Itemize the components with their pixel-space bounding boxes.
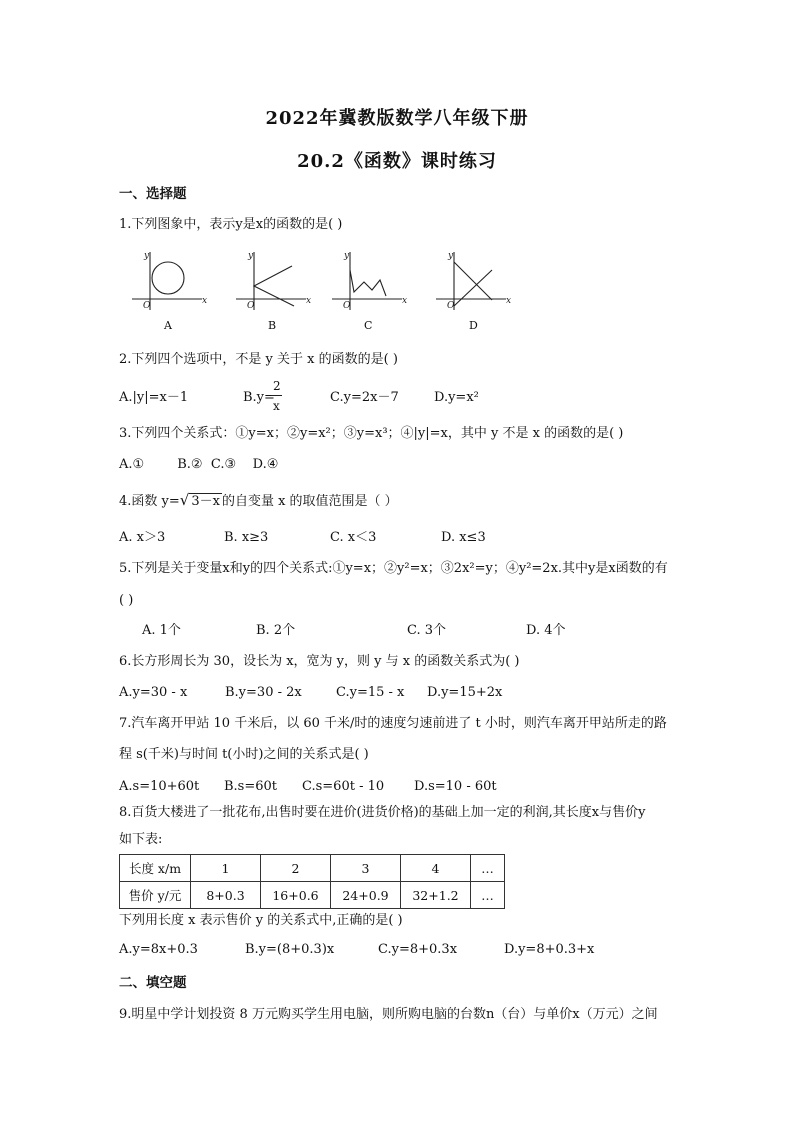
q6-option-b: B.y=30 - 2x (225, 685, 302, 700)
q5-option-a: A. 1个 (142, 623, 181, 638)
table-cell: 1 (191, 855, 261, 882)
table-cell: 8+0.3 (191, 882, 261, 909)
q5-option-b: B. 2个 (256, 623, 296, 638)
table-cell: … (471, 855, 505, 882)
graph-d-origin-label: O (447, 301, 455, 311)
graph-b (232, 250, 312, 320)
q2-option-b-prefix: B.y= (243, 390, 275, 405)
question-6: 6.长方形周长为 30，设长为 x，宽为 y，则 y 与 x 的函数关系式为( ) (119, 654, 520, 669)
graph-a (128, 250, 208, 320)
q4-option-c: C. x＜3 (330, 530, 377, 545)
q2-option-d: D.y=x² (434, 390, 479, 405)
q5-option-d: D. 4个 (526, 623, 566, 638)
graph-c-caption: C (364, 319, 373, 332)
graph-d-x-label: x (506, 296, 512, 306)
graph-b-y-label: y (248, 251, 254, 261)
q5-option-c: C. 3个 (407, 623, 447, 638)
q3-options: A.① B.② C.③ D.④ (119, 457, 279, 472)
q8-option-c: C.y=8+0.3x (378, 942, 458, 957)
table-cell: 3 (331, 855, 401, 882)
doc-title-line1: 2022年冀教版数学八年级下册 (265, 108, 529, 129)
graph-a-x-label: x (202, 296, 208, 306)
doc-title-line2: 20.2《函数》课时练习 (297, 151, 497, 172)
graph-c-curve (350, 270, 386, 296)
q8-option-d: D.y=8+0.3+x (504, 942, 595, 957)
q2-option-c: C.y=2x－7 (330, 390, 399, 405)
q4-suffix: 的自变量 x 的取值范围是（ ） (221, 494, 398, 509)
graph-d-caption: D (469, 319, 478, 332)
q2-option-b-denominator: x (273, 399, 280, 413)
graph-d-line-down (454, 262, 492, 300)
graph-a-origin-label: O (143, 301, 151, 311)
table-cell: 32+1.2 (401, 882, 471, 909)
q7-option-d: D.s=10 - 60t (414, 779, 497, 794)
graph-d (432, 250, 512, 320)
question-8-line1: 8.百货大楼进了一批花布,出售时要在进价(进货价格)的基础上加一定的利润,其长度x与售价y (119, 805, 646, 820)
table-cell: … (471, 882, 505, 909)
graph-c-x-label: x (402, 296, 408, 306)
q6-option-c: C.y=15 - x (336, 685, 405, 700)
graph-a-caption: A (164, 319, 172, 332)
q8-option-b: B.y=(8+0.3)x (245, 942, 335, 957)
q4-prefix: 4.函数 y= (119, 494, 180, 509)
table-cell: 长度 x/m (120, 855, 191, 882)
price-table (119, 854, 505, 909)
graph-c (328, 250, 408, 320)
sqrt-icon: √ (179, 491, 190, 509)
question-9: 9.明星中学计划投资 8 万元购买学生用电脑，则所购电脑的台数n（台）与单价x（万元）之间 (119, 1007, 658, 1022)
question-4 (119, 492, 398, 510)
q4-option-b: B. x≥3 (224, 530, 269, 545)
q7-option-c: C.s=60t - 10 (302, 779, 385, 794)
q4-option-a: A. x＞3 (119, 530, 166, 545)
q2-option-b-numerator: 2 (273, 379, 281, 393)
table-row (120, 855, 505, 882)
q6-option-d: D.y=15+2x (427, 685, 503, 700)
q7-option-b: B.s=60t (224, 779, 278, 794)
question-7-line2: 程 s(千米)与时间 t(小时)之间的关系式是( ) (119, 747, 369, 762)
graph-b-x-label: x (306, 296, 312, 306)
graph-c-origin-label: O (343, 301, 351, 311)
table-cell: 4 (401, 855, 471, 882)
q8-option-a: A.y=8x+0.3 (119, 942, 198, 957)
table-cell: 2 (261, 855, 331, 882)
graph-c-y-label: y (344, 251, 350, 261)
graph-a-y-label: y (144, 251, 150, 261)
q4-option-d: D. x≤3 (441, 530, 486, 545)
q5-paren: ( ) (119, 593, 134, 608)
table-cell: 售价 y/元 (120, 882, 191, 909)
section-heading-fill-in: 二、填空题 (119, 975, 187, 991)
graph-b-origin-label: O (247, 301, 255, 311)
q6-option-a: A.y=30 - x (119, 685, 188, 700)
question-2: 2.下列四个选项中，不是 y 关于 x 的函数的是( ) (119, 352, 398, 367)
question-8-line2: 如下表: (119, 832, 163, 847)
graph-b-curve (254, 266, 294, 306)
question-1: 1.下列图象中，表示y是x的函数的是( ) (119, 217, 343, 232)
graph-d-line-up (454, 270, 492, 306)
q7-option-a: A.s=10+60t (119, 779, 200, 794)
q2-fraction-bar (271, 395, 282, 396)
q4-radicand: 3－x (191, 494, 220, 509)
question-3: 3.下列四个关系式：①y=x；②y=x²；③y=x³；④|y|=x，其中 y 不是 x 的函数的是( ) (119, 426, 624, 441)
table-cell: 24+0.9 (331, 882, 401, 909)
graph-a-circle (152, 262, 184, 294)
section-heading-choice: 一、选择题 (119, 186, 187, 202)
graph-d-y-label: y (448, 251, 454, 261)
graph-b-caption: B (268, 319, 277, 332)
question-5: 5.下列是关于变量x和y的四个关系式:①y=x；②y²=x；③2x²=y；④y²=2x.其中y是x函数的有 (119, 561, 668, 576)
q2-option-a: A.|y|=x－1 (119, 390, 189, 405)
question-7-line1: 7.汽车离开甲站 10 千米后，以 60 千米/时的速度匀速前进了 t 小时，则汽车离开甲站所走的路 (119, 716, 667, 731)
question-8-line3: 下列用长度 x 表示售价 y 的关系式中,正确的是( ) (119, 913, 403, 928)
table-cell: 16+0.6 (261, 882, 331, 909)
table-row (120, 882, 505, 909)
